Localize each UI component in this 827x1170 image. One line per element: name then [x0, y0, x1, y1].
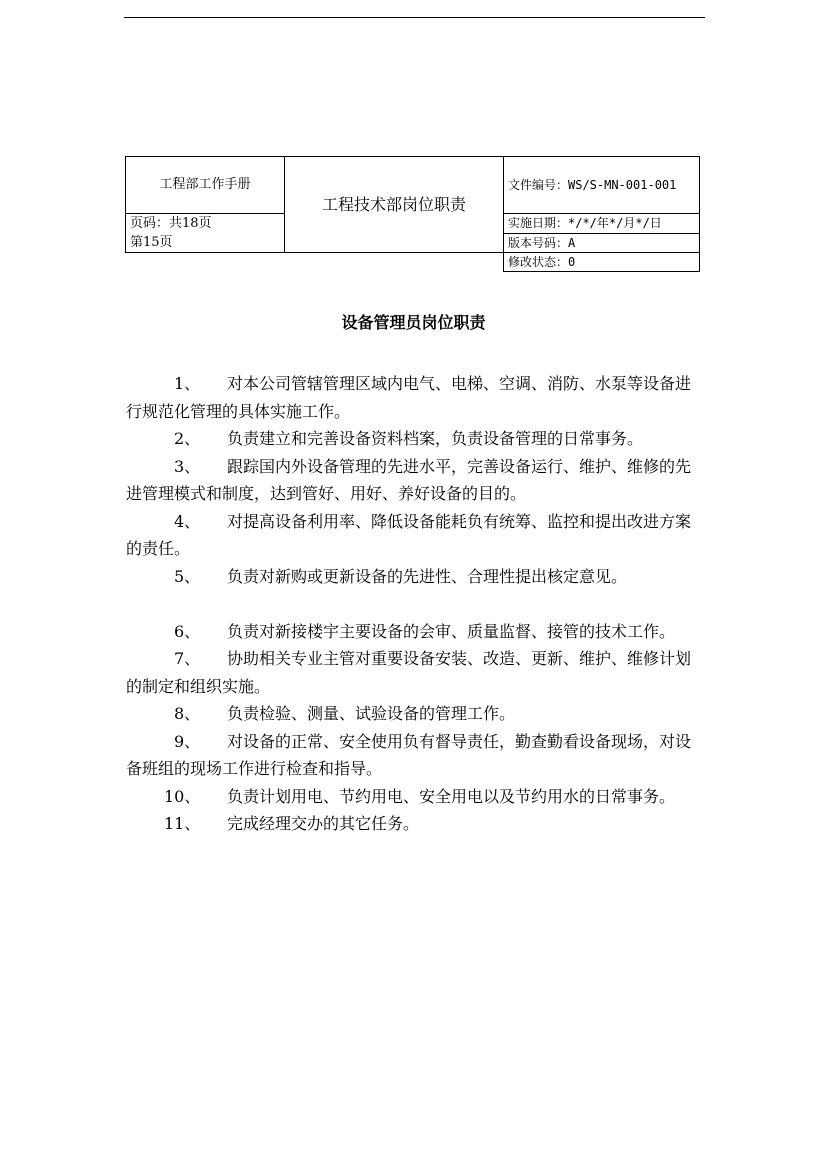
- list-item: [126, 618, 701, 646]
- item-number: 8、: [174, 704, 201, 723]
- list-item: [126, 783, 701, 811]
- item-text: 协助相关专业主管对重要设备安装、改造、更新、维护、维修计划的制定和组织实施。: [126, 649, 692, 696]
- item-number: 3、: [174, 456, 201, 476]
- version-number: 版本号码：A: [504, 233, 700, 253]
- page-count: 页码：共18页: [130, 216, 212, 231]
- list-item: [126, 810, 701, 838]
- page-info: [126, 214, 285, 253]
- list-item: [126, 700, 701, 728]
- manual-name: 工程部工作手册: [126, 157, 285, 214]
- item-number: 4、: [174, 511, 201, 531]
- item-text: 对设备的正常、安全使用负有督导责任，勤查勤看设备现场，对设备班组的现场工作进行检查和指导。: [126, 731, 692, 778]
- doc-number: 文件编号：WS/S-MN-001-001: [504, 157, 700, 214]
- item-text: 负责对新购或更新设备的先进性、合理性提出核定意见。: [227, 566, 628, 586]
- item-text: 跟踪国内外设备管理的先进水平，完善设备运行、维护、维修的先进管理模式和制度，达到管好、用好、养好设备的目的。: [126, 456, 692, 503]
- item-text: 对提高设备利用率、降低设备能耗负有统筹、监控和提出改进方案的责任。: [126, 511, 692, 558]
- revision-status: 修改状态：0: [504, 253, 700, 272]
- item-text: 负责检验、测量、试验设备的管理工作。: [227, 704, 516, 723]
- item-number: 7、: [174, 649, 201, 668]
- list-item: [126, 563, 701, 591]
- list-item: [126, 425, 701, 453]
- item-text: 完成经理交办的其它任务。: [227, 814, 420, 833]
- item-number: 6、: [174, 621, 201, 641]
- paragraph-gap: [126, 590, 701, 618]
- item-text: 负责对新接楼宇主要设备的会审、质量监督、接管的技术工作。: [227, 621, 676, 641]
- list-item: [126, 728, 701, 783]
- list-item: [126, 370, 701, 425]
- page-number: 第15页: [130, 235, 173, 250]
- duty-list: [126, 370, 701, 838]
- item-number: 10、: [164, 786, 201, 806]
- item-number: 9、: [174, 731, 201, 751]
- item-text: 负责计划用电、节约用电、安全用电以及节约用水的日常事务。: [227, 786, 676, 806]
- item-text: 对本公司管辖管理区域内电气、电梯、空调、消防、水泵等设备进行规范化管理的具体实施工作。: [126, 374, 692, 421]
- item-text: 负责建立和完善设备资料档案，负责设备管理的日常事务。: [227, 429, 644, 448]
- list-item: [126, 508, 701, 563]
- list-item: [126, 645, 701, 700]
- header-title: 工程技术部岗位职责: [285, 157, 504, 253]
- top-rule: [124, 17, 705, 18]
- list-item: [126, 453, 701, 508]
- item-number: 11、: [164, 814, 201, 833]
- item-number: 5、: [174, 566, 201, 586]
- header-table: [125, 156, 700, 272]
- item-number: 1、: [174, 374, 201, 393]
- document-title: 设备管理员岗位职责: [341, 313, 486, 332]
- impl-date: 实施日期：*/*/年*/月*/日: [504, 214, 700, 234]
- item-number: 2、: [174, 429, 201, 448]
